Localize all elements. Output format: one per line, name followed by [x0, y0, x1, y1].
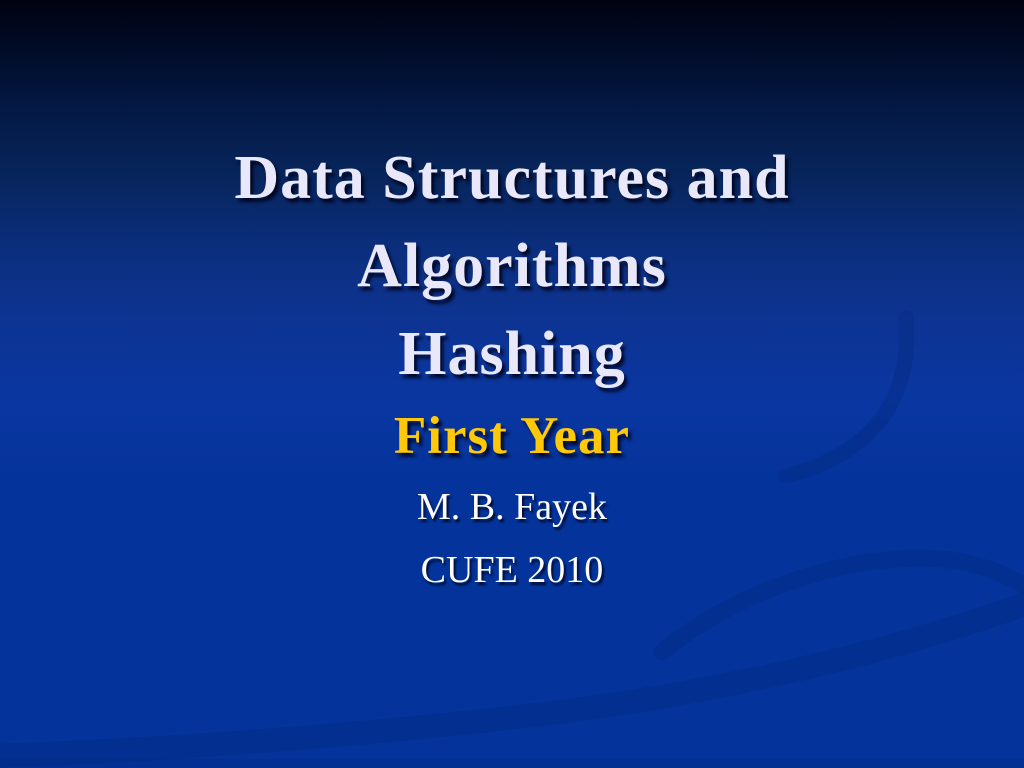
title-line-1: Data Structures and [234, 144, 790, 212]
slide-title [0, 134, 1024, 398]
author-name: M. B. Fayek [417, 486, 607, 528]
slide-byline [0, 476, 1024, 602]
title-line-3: Hashing [398, 320, 626, 388]
institution-year: CUFE 2010 [420, 549, 604, 591]
title-line-2: Algorithms [357, 232, 667, 300]
slide-subtitle: First Year [393, 407, 631, 465]
